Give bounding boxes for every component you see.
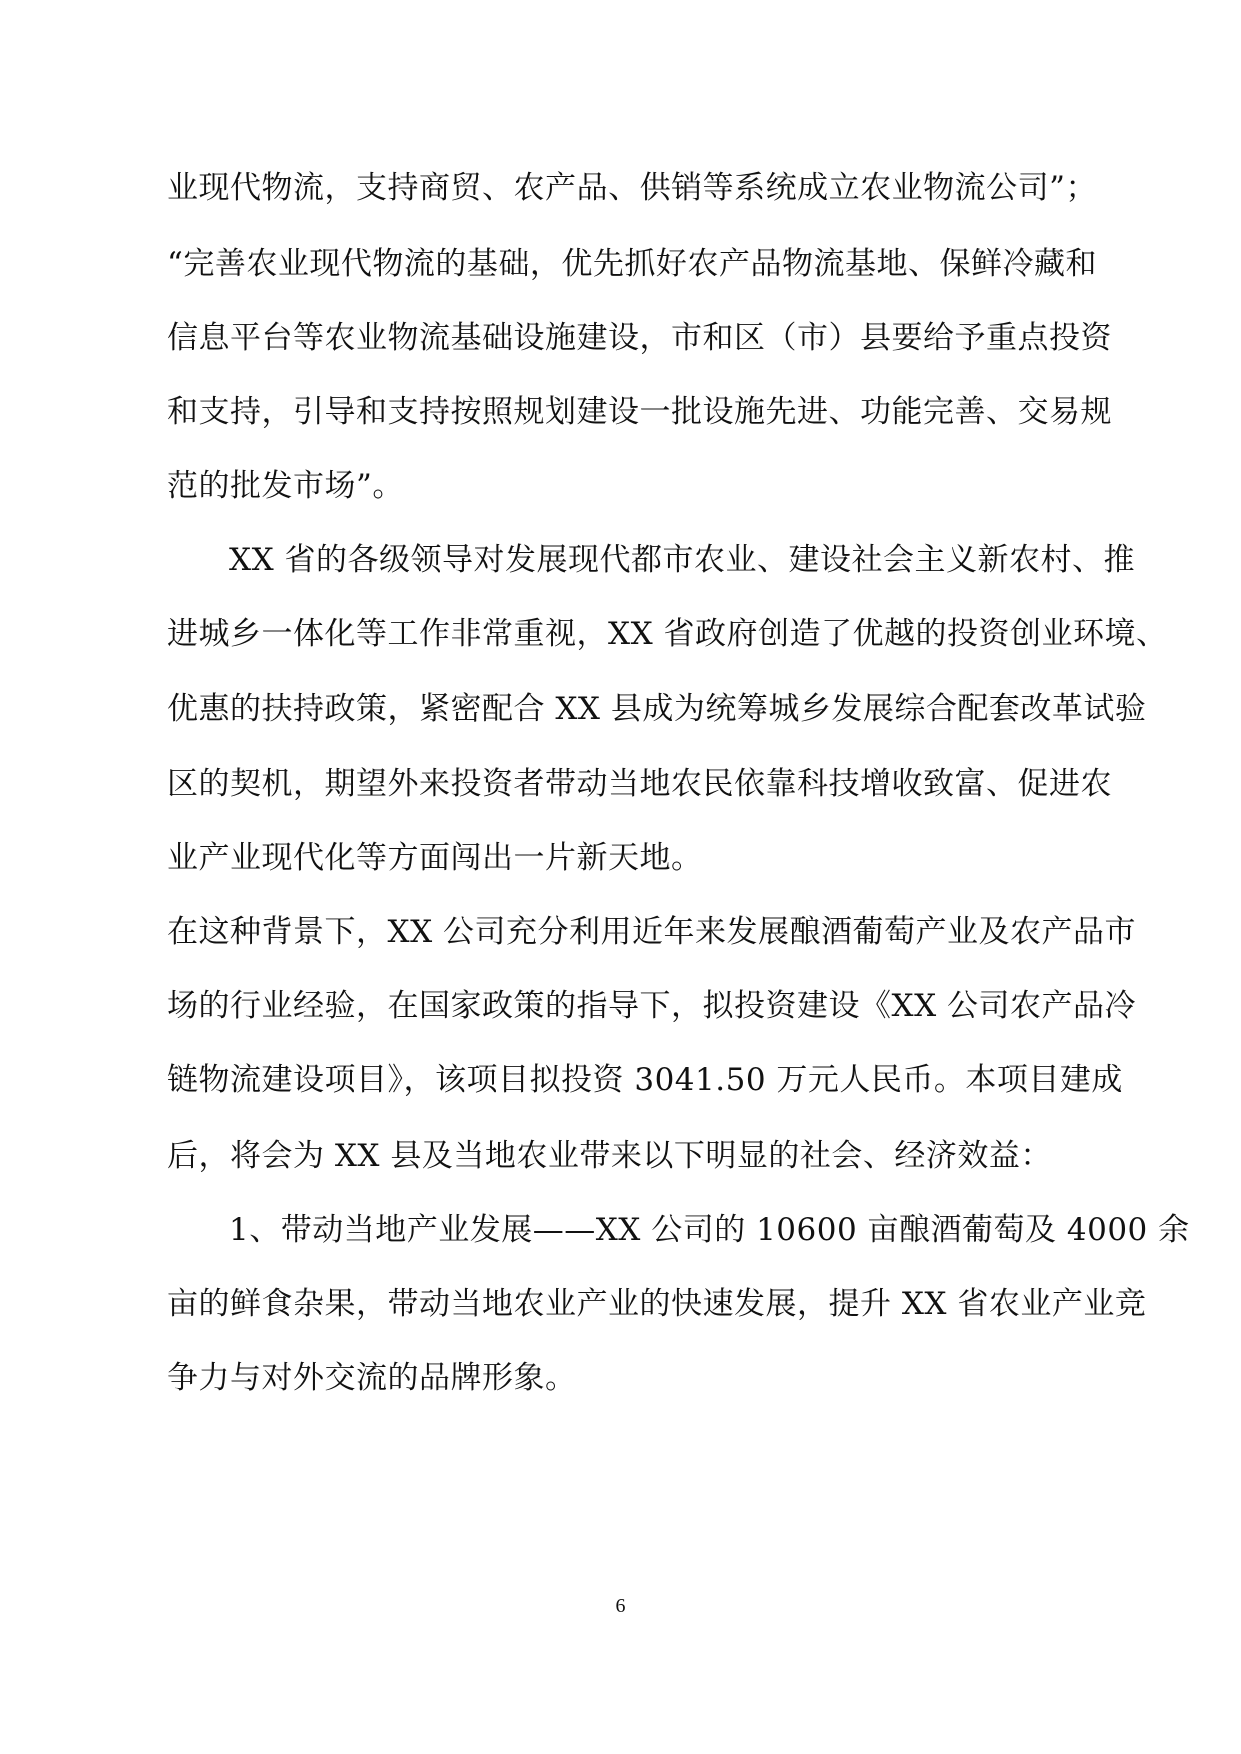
body-text-line: 进城乡一体化等工作非常重视，XX 省政府创造了优越的投资创业环境、 bbox=[167, 616, 1168, 652]
body-text-line: 范的批发市场”。 bbox=[167, 468, 404, 504]
body-text-line: 和支持，引导和支持按照规划建设一批设施先进、功能完善、交易规 bbox=[167, 394, 1112, 430]
body-text-line: “完善农业现代物流的基础，优先抓好农产品物流基地、保鲜冷藏和 bbox=[167, 246, 1097, 282]
body-text-line: 链物流建设项目》，该项目拟投资 3041.50 万元人民币。本项目建成 bbox=[167, 1062, 1123, 1098]
body-text-line: 场的行业经验，在国家政策的指导下，拟投资建设《XX 公司农产品冷 bbox=[167, 988, 1136, 1024]
body-text-line: 在这种背景下，XX 公司充分利用近年来发展酿酒葡萄产业及农产品市 bbox=[167, 914, 1136, 950]
body-text-line: XX 省的各级领导对发展现代都市农业、建设社会主义新农村、推 bbox=[229, 542, 1135, 578]
body-text-line: 争力与对外交流的品牌形象。 bbox=[167, 1360, 577, 1396]
body-text-line: 业产业现代化等方面闯出一片新天地。 bbox=[167, 840, 703, 876]
body-text-line: 业现代物流，支持商贸、农产品、供销等系统成立农业物流公司”； bbox=[167, 170, 1097, 206]
body-text-line: 优惠的扶持政策，紧密配合 XX 县成为统筹城乡发展综合配套改革试验 bbox=[167, 691, 1147, 727]
body-text-line: 后，将会为 XX 县及当地农业带来以下明显的社会、经济效益： bbox=[167, 1138, 1052, 1174]
body-text-line: 信息平台等农业物流基础设施建设，市和区（市）县要给予重点投资 bbox=[167, 320, 1112, 356]
body-text-line: 亩的鲜食杂果，带动当地农业产业的快速发展，提升 XX 省农业产业竞 bbox=[167, 1286, 1147, 1322]
body-text-line: 1、带动当地产业发展——XX 公司的 10600 亩酿酒葡萄及 4000 余 bbox=[229, 1212, 1190, 1248]
page-number: 6 bbox=[615, 1595, 626, 1617]
body-text-line: 区的契机，期望外来投资者带动当地农民依靠科技增收致富、促进农 bbox=[167, 766, 1112, 802]
